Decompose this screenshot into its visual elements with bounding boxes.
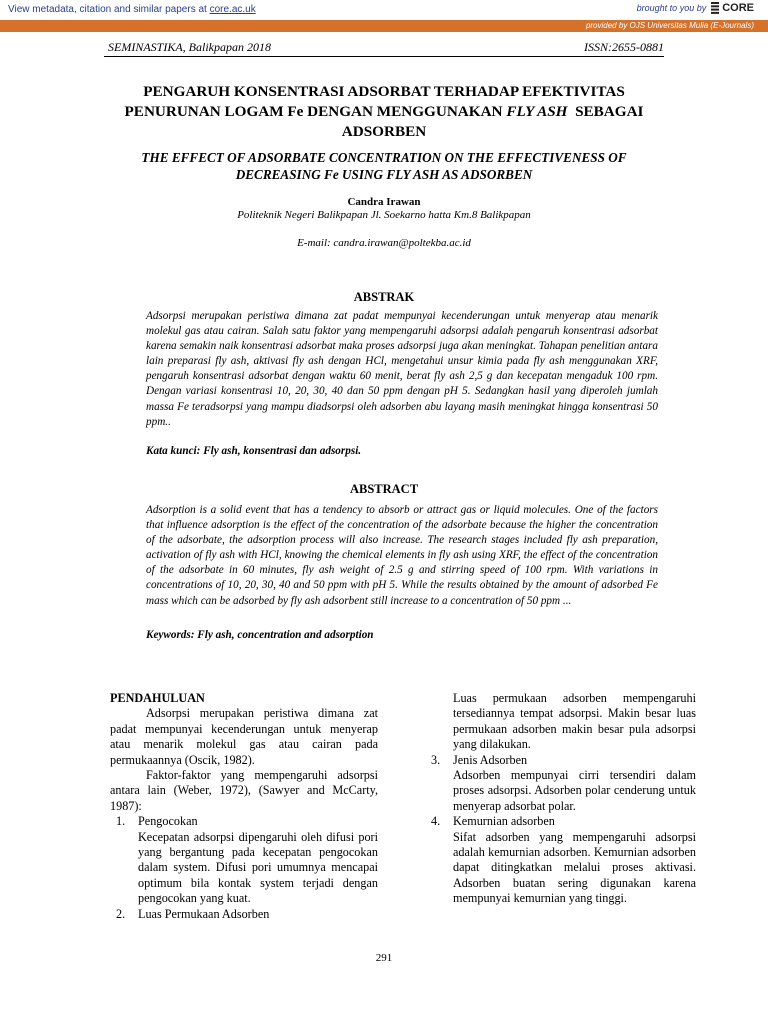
paper-subtitle bbox=[110, 149, 658, 183]
intro-paragraph-1: Adsorpsi merupakan peristiwa dimana zat padat mempunyai kecenderungan untuk menyerap atau menarik molekul gas atau cairan pada permukaannya (Oscik, 1982). bbox=[110, 706, 378, 767]
list-title: Kemurnian adsorben bbox=[453, 814, 555, 829]
list-title: Luas Permukaan Adsorben bbox=[138, 906, 270, 921]
brought-by-text: brought to you by bbox=[636, 3, 707, 13]
list-item bbox=[425, 814, 696, 829]
paper-title bbox=[110, 82, 658, 142]
list-item bbox=[425, 753, 696, 768]
list-title: Pengocokan bbox=[138, 814, 198, 829]
list-body: Adsorben mempunyai cirri tersendiri dalam proses adsorpsi. Adsorben polar cenderung untuk menyerap adsorbat polar. bbox=[453, 768, 696, 813]
subtitle-line-2: DECREASING Fe USING FLY ASH AS ADSORBEN bbox=[235, 167, 533, 182]
core-metadata-prefix: View metadata, citation and similar papers at bbox=[8, 4, 207, 15]
issn: ISSN:2655-0881 bbox=[584, 40, 664, 54]
title-line-2-italic: FLY ASH bbox=[506, 103, 568, 120]
abstrak-keywords: Kata kunci: Fly ash, konsentrasi dan adsorpsi. bbox=[146, 445, 362, 457]
list-body: Kecepatan adsorpsi dipengaruhi oleh difusi pori yang bergantung pada kecepatan pengocokan dalam system. Difusi pori umumnya mencapai optimum bila kontak system terjadi dengan pengocokan yang kuat. bbox=[138, 829, 378, 906]
core-logo bbox=[710, 2, 754, 14]
right-column bbox=[425, 691, 696, 907]
abstrak-heading: ABSTRAK bbox=[353, 290, 415, 304]
title-line-2-a: PENURUNAN LOGAM Fe DENGAN MENGGUNAKAN bbox=[124, 103, 507, 120]
core-brought-by[interactable] bbox=[637, 2, 754, 14]
core-banner bbox=[0, 0, 768, 21]
intro-paragraph-2: Faktor-faktor yang mempengaruhi adsorpsi antara lain (Weber, 1972), (Sawyer and McCarty, 1987): bbox=[110, 768, 378, 813]
list-title: Jenis Adsorben bbox=[453, 752, 528, 767]
list-item bbox=[110, 814, 378, 829]
abstract-heading: ABSTRACT bbox=[349, 482, 419, 496]
core-metadata-text bbox=[0, 0, 308, 20]
author-email: E-mail: candra.irawan@poltekba.ac.id bbox=[297, 237, 471, 249]
core-link[interactable]: core.ac.uk bbox=[209, 4, 256, 15]
title-line-2 bbox=[110, 102, 658, 122]
abstract-body: Adsorption is a solid event that has a tendency to absorb or attract gas or liquid molecules. One of the factors that influence adsorption is the effect of the concentration of the adsorbate because the higher the concentration of the adsorbate, the adsorption process will also increase. The research stages included fly ash preparation, activation of fly ash with HCl, knowing the chemical elements in fly ash using XRF, the effect of the concentration of the adsorbate in 60 minutes, fly ash weight of 2.5 g and stirring speed of 100 rpm. With variations in concentrations of 10, 20, 30, 40 and 50 ppm with pH 5. While the results obtained by the amount of adsorbed Fe mass which can be adsorbed by fly ash adsorbent still increase to a concentration of 50 ppm ... bbox=[146, 504, 658, 607]
core-provided-bar bbox=[0, 20, 768, 32]
list-number: 4. bbox=[431, 814, 441, 829]
title-line-2-c: SEBAGAI bbox=[567, 103, 644, 120]
author-name: Candra Irawan bbox=[347, 196, 421, 208]
subtitle-line-1: THE EFFECT OF ADSORBATE CONCENTRATION ON THE EFFECTIVENESS OF bbox=[141, 150, 627, 165]
list-number: 3. bbox=[431, 752, 441, 767]
page-number: 291 bbox=[375, 952, 393, 964]
core-logo-text: CORE bbox=[722, 2, 754, 14]
author-affiliation: Politeknik Negeri Balikpapan Jl. Soekarno hatta Km.8 Balikpapan bbox=[237, 209, 531, 221]
title-line-1: PENGARUH KONSENTRASI ADSORBAT TERHADAP EFEKTIVITAS bbox=[143, 83, 625, 100]
list-item bbox=[110, 907, 378, 922]
section-heading-pendahuluan: PENDAHULUAN bbox=[110, 691, 205, 705]
core-provided-text[interactable]: provided by OJS Universitas Mulia (E-Journals) bbox=[585, 21, 754, 30]
header-rule bbox=[104, 56, 664, 57]
core-logo-icon bbox=[710, 2, 720, 14]
abstrak-body: Adsorpsi merupakan peristiwa dimana zat padat mempunyai kecenderungan untuk menyerap atau menarik molekul gas atau cairan. Salah satu faktor yang mempengaruhi adsorpsi adalah pengaruh konsentrasi adsorbat karena semakin naik konsentrasi adsorbat maka proses adsorpsi juga akan meningkat. Tahapan penelitian antara lain preparasi fly ash, aktivasi fly ash dengan HCl, mengetahui unsur kimia pada fly ash menggunakan XRF, pengaruh konsentrasi adsorbat dengan waktu 60 menit, berat fly ash 2,5 g dan kecepatan mengaduk 100 rpm. Dengan variasi konsentrasi 10, 20, 30, 40 dan 50 ppm dengan pH 5. Sedangkan hasil yang diperoleh jumlah massa Fe teradsorpsi yang mampu diadsorpsi oleh adsorben abu layang masih meningkat hingga konsentrasi 50 ppm.. bbox=[146, 310, 658, 428]
abstract-keywords: Keywords: Fly ash, concentration and adsorption bbox=[146, 629, 374, 641]
title-line-3: ADSORBEN bbox=[341, 123, 427, 140]
list-body: Luas permukaan adsorben mempengaruhi tersediannya tempat adsorpsi. Makin besar luas permukaan adsorben makin besar pula adsorpsi yang dilakukan. bbox=[453, 691, 696, 752]
left-column bbox=[110, 691, 378, 922]
list-number: 1. bbox=[116, 814, 126, 829]
list-body: Sifat adsorben yang mempengaruhi adsorpsi adalah kemurnian adsorben. Kemurnian adsorben dapat ditingkatkan melalui proses aktivasi. Adsorben buatan sering digunakan karena mempunyai kemurnian yang tinggi. bbox=[453, 829, 696, 906]
list-number: 2. bbox=[116, 906, 126, 921]
journal-name: SEMINASTIKA, Balikpapan 2018 bbox=[108, 40, 271, 54]
